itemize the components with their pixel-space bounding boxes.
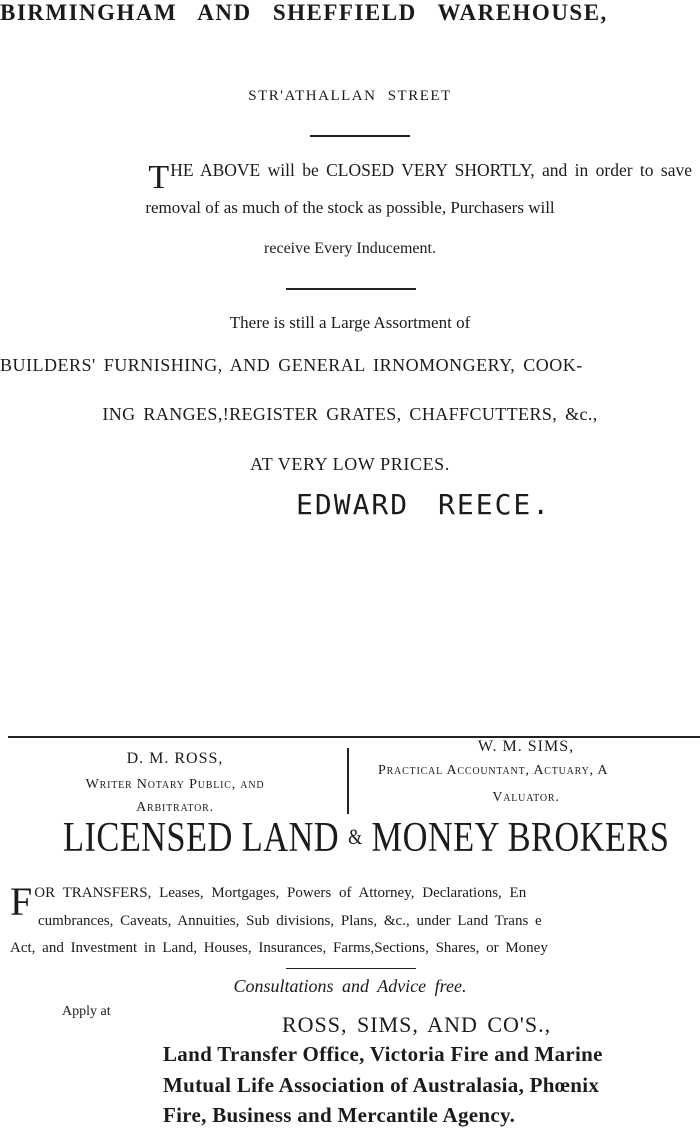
divider-rule: [286, 288, 416, 290]
headline-part-2: MONEY BROKERS: [371, 815, 670, 861]
ross-title-2: Arbitrator.: [136, 800, 214, 815]
ross-title-1: Writer Notary Public, and: [85, 777, 265, 792]
firm-name: ROSS, SIMS, AND CO'S.,: [282, 1012, 552, 1037]
ross-name: D. M. ROSS,: [126, 750, 224, 767]
notice-line-2: removal of as much of the stock as possible, Purchasers will: [145, 198, 555, 217]
headline-ampersand: &: [348, 824, 363, 849]
drop-cap: F: [10, 879, 33, 924]
notice-text-1: HE ABOVE will be CLOSED VERY SHORTLY, and in order to save: [170, 160, 692, 180]
services-text-1: OR TRANSFERS, Leases, Mortgages, Powers of Attorney, Declarations, En: [34, 885, 527, 901]
street-name: STR'ATHALLAN STREET: [248, 88, 452, 104]
services-line-2: cumbrances, Caveats, Annuities, Sub divisions, Plans, &c., under Land Trans e: [38, 913, 542, 929]
goods-line-2: ING RANGES,!REGISTER GRATES, CHAFFCUTTERS, &c.,: [102, 404, 598, 424]
consultation-line: Consultations and Advice free.: [233, 976, 467, 996]
services-line-3: Act, and Investment in Land, Houses, Insurances, Farms,Sections, Shares, or Money: [10, 940, 548, 956]
headline: [63, 814, 670, 862]
advert-title: BIRMINGHAM AND SHEFFIELD WAREHOUSE,: [0, 0, 608, 25]
goods-line-1: BUILDERS' FURNISHING, AND GENERAL IRNOMONGERY, COOK-: [0, 355, 583, 375]
sims-name: W. M. SIMS,: [477, 738, 575, 755]
apply-label: Apply at: [62, 1004, 111, 1019]
prices-line: AT VERY LOW PRICES.: [250, 454, 450, 474]
signature: EDWARD REECE.: [296, 488, 552, 521]
divider-rule: [286, 968, 416, 969]
sims-title-1: Practical Accountant, Actuary, A: [378, 763, 609, 778]
column-divider: [347, 748, 349, 814]
sims-title-2: Valuator.: [492, 790, 560, 805]
notice-line-1: [0, 159, 692, 196]
drop-cap: T: [148, 159, 170, 196]
address-line-1: Land Transfer Office, Victoria Fire and Marine: [163, 1042, 603, 1066]
address-line-3: Fire, Business and Mercantile Agency.: [163, 1103, 516, 1127]
notice-line-3: receive Every Inducement.: [264, 240, 436, 257]
assortment-line: There is still a Large Assortment of: [229, 313, 471, 332]
headline-part-1: LICENSED LAND: [63, 815, 340, 861]
address-line-2: Mutual Life Association of Australasia, Phœnix: [163, 1073, 600, 1097]
divider-rule: [310, 135, 410, 137]
